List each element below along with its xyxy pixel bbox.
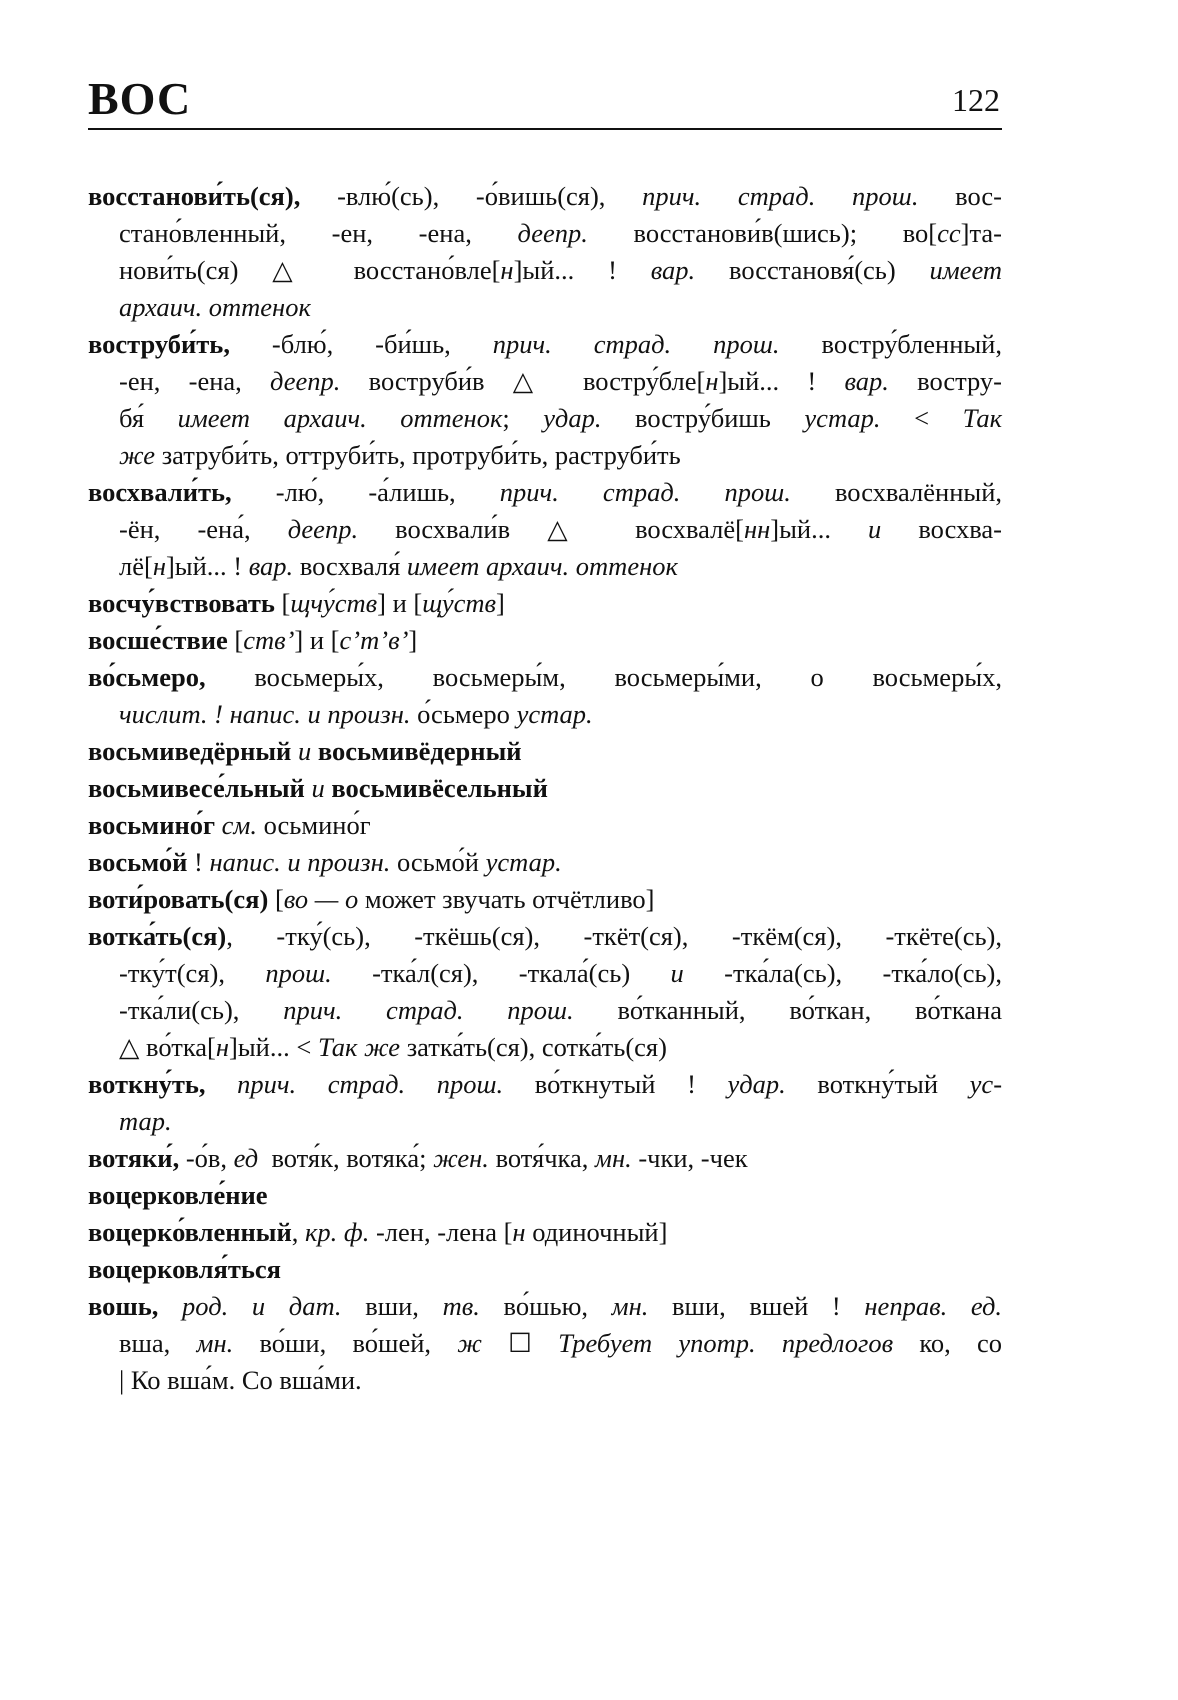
entry-text: ]ый... < [229, 1032, 318, 1062]
headword: воструби́ть, [88, 329, 230, 359]
entry-text: бя́ [119, 403, 178, 433]
grammar-label: удар. [543, 403, 602, 433]
grammar-label: устар. [485, 847, 562, 877]
grammar-label: н [152, 551, 166, 581]
grammar-label: ус- [969, 1069, 1003, 1099]
grammar-label: устар. [804, 403, 881, 433]
dictionary-entry [88, 474, 1002, 585]
entry-text: восстанови́в(шись); во[ [587, 218, 938, 248]
entry-text: осьмино́г [256, 810, 371, 840]
grammar-label: ед [233, 1143, 259, 1173]
entry-text: < [880, 403, 963, 433]
headword: восьмо́й [88, 847, 188, 877]
entry-continuation-line [88, 511, 1002, 548]
grammar-label: Так же [317, 1032, 401, 1062]
entry-text: востру́бленный, [779, 329, 1002, 359]
entry-first-line [88, 1214, 1002, 1251]
grammar-label: и [670, 958, 684, 988]
dictionary-entry [88, 807, 1002, 844]
entry-text: -блю́, -би́шь, [229, 329, 493, 359]
entry-text: восхваля́ [293, 551, 407, 581]
entry-text: вос- [918, 181, 1003, 211]
grammar-label: мн. [611, 1291, 649, 1321]
headword: воцерковле́ние [88, 1180, 268, 1210]
entry-text: , -тку́(сь), -ткёшь(ся), -ткёт(ся), -ткём(ся), -ткёте(сь), [226, 921, 1002, 951]
entry-first-line [88, 1251, 1002, 1288]
headword: воцерко́вленный [88, 1217, 292, 1247]
grammar-label: жен. [433, 1143, 489, 1173]
grammar-label: тар. [119, 1106, 172, 1136]
grammar-label: и [304, 773, 332, 803]
entry-text: восстановя́(сь) [695, 255, 930, 285]
entry-text: ] [408, 625, 418, 655]
entry-first-line [88, 770, 1002, 807]
entry-first-line [88, 474, 1002, 511]
dictionary-entries [88, 178, 1002, 1399]
headword: восьмино́г [88, 810, 216, 840]
entry-first-line [88, 326, 1002, 363]
dictionary-entry [88, 659, 1002, 733]
grammar-label: Требует употр. предлогов [558, 1328, 894, 1358]
grammar-label: и [291, 736, 318, 766]
grammar-label: устар. [516, 699, 593, 729]
grammar-label: деепр. [270, 366, 341, 396]
headword: восше́ствие [88, 625, 228, 655]
entry-first-line [88, 1140, 1002, 1177]
entry-first-line [88, 733, 1002, 770]
grammar-label: архаич. оттенок [119, 292, 311, 322]
grammar-label: н [500, 255, 514, 285]
dictionary-entry [88, 622, 1002, 659]
entry-continuation-line [88, 437, 1002, 474]
entry-text: | Ко вша́м. Со вша́ми. [119, 1365, 362, 1395]
entry-continuation-line [88, 289, 1002, 326]
headword: восьмивёсельный [331, 773, 548, 803]
entry-text: восхвали́в △ восхвалё[ [358, 514, 744, 544]
entry-text: может звучать отчётливо] [358, 884, 655, 914]
dictionary-entry [88, 585, 1002, 622]
entry-first-line [88, 1066, 1002, 1103]
grammar-label: прош. [265, 958, 332, 988]
entry-continuation-line [88, 363, 1002, 400]
headword: восчу́вствовать [88, 588, 275, 618]
entry-text: -тку́т(ся), [119, 958, 266, 988]
page-number: 122 [952, 82, 1000, 118]
entry-text: вотя́чка, [488, 1143, 596, 1173]
entry-text: затруби́ть, оттруби́ть, протруби́ть, раструби́ть [155, 440, 681, 470]
grammar-label: вар. [248, 551, 294, 581]
entry-text: [ [268, 884, 284, 914]
entry-text: ] и [ [377, 588, 423, 618]
grammar-label: н [512, 1217, 526, 1247]
headword: воцерковля́ться [88, 1254, 281, 1284]
entry-text: -тка́ли(сь), [119, 995, 284, 1025]
entry-continuation-line [88, 252, 1002, 289]
grammar-label: деепр. [287, 514, 359, 544]
entry-text: восхвалённый, [790, 477, 1002, 507]
grammar-label: деепр. [517, 218, 588, 248]
grammar-label: Так [962, 403, 1003, 433]
entry-text: ]та- [960, 218, 1002, 248]
grammar-label: род. и дат. [158, 1291, 342, 1321]
entry-text: △ во́тка[ [119, 1032, 216, 1062]
entry-text: ] и [ [294, 625, 340, 655]
dictionary-entry [88, 1177, 1002, 1214]
entry-first-line [88, 1177, 1002, 1214]
entry-text: ]ый... [770, 514, 869, 544]
entry-text: воструби́в △ востру́бле[ [340, 366, 706, 396]
grammar-label: вар. [844, 366, 889, 396]
headword: вотка́ть(ся) [88, 921, 227, 951]
grammar-label: тв. [442, 1291, 480, 1321]
grammar-label: прич. страд. прош. [205, 1069, 504, 1099]
headword: восьмивёдерный [317, 736, 522, 766]
headword: воти́ровать(ся) [88, 884, 269, 914]
entry-continuation-line [88, 400, 1002, 437]
dictionary-entry [88, 178, 1002, 326]
entry-text: ]ый... ! [165, 551, 249, 581]
headword: во́сьмеро, [88, 662, 206, 692]
dictionary-entry [88, 1140, 1002, 1177]
dictionary-entry [88, 918, 1002, 1066]
headword: восьмивесе́льный [88, 773, 305, 803]
entry-text: ☐ [481, 1328, 559, 1358]
entry-text: во́ткнутый ! [503, 1069, 728, 1099]
grammar-label: см. [215, 810, 257, 840]
entry-text: -тка́ла(сь), -тка́ло(сь), [683, 958, 1002, 988]
grammar-label: кр. ф. [305, 1217, 370, 1247]
dictionary-entry [88, 326, 1002, 474]
entry-text: -влю́(сь), -о́вишь(ся), [300, 181, 643, 211]
entry-text: ; [502, 403, 544, 433]
grammar-label: во — о [283, 884, 359, 914]
entry-text: -о́в, [179, 1143, 234, 1173]
entry-first-line [88, 1288, 1002, 1325]
entry-text: стано́вленный, -ен, -ена, [119, 218, 518, 248]
headword: восхвали́ть, [88, 477, 232, 507]
header-rule [88, 128, 1002, 130]
entry-text: во́тканный, во́ткан, во́ткана [573, 995, 1003, 1025]
entry-text: , [291, 1217, 305, 1247]
entry-text: затка́ть(ся), сотка́ть(ся) [400, 1032, 667, 1062]
grammar-label: неправ. ед. [864, 1291, 1002, 1321]
grammar-label: н [705, 366, 719, 396]
entry-text: -ен, -ена, [119, 366, 271, 396]
grammar-label: вар. [650, 255, 696, 285]
entry-text: [ [227, 625, 244, 655]
grammar-label: мн. [595, 1143, 632, 1173]
entry-text: лё[ [119, 551, 153, 581]
entry-first-line [88, 659, 1002, 696]
entry-continuation-line [88, 1325, 1002, 1362]
grammar-label: щу́ств [422, 588, 497, 618]
grammar-label: нн [743, 514, 771, 544]
entry-first-line [88, 622, 1002, 659]
entry-text: востру́бишь [601, 403, 805, 433]
entry-first-line [88, 585, 1002, 622]
entry-continuation-line [88, 1103, 1002, 1140]
dictionary-entry [88, 733, 1002, 770]
headword: восьмиведёрный [88, 736, 292, 766]
entry-text: -чки, -чек [631, 1143, 748, 1173]
entry-text: о́сьмеро [410, 699, 517, 729]
entry-text: воткну́тый [785, 1069, 970, 1099]
entry-text: ! [187, 847, 210, 877]
headword: вошь, [88, 1291, 159, 1321]
dictionary-entry [88, 1288, 1002, 1399]
grammar-label: удар. [727, 1069, 786, 1099]
entry-text: [ [274, 588, 291, 618]
entry-continuation-line [88, 1029, 1002, 1066]
dictionary-entry [88, 1251, 1002, 1288]
grammar-label: прич. страд. прош. [499, 477, 791, 507]
grammar-label: сс [937, 218, 961, 248]
grammar-label: прич. страд. прош. [642, 181, 919, 211]
entry-text: нови́ть(ся) △ восстано́вле[ [119, 255, 501, 285]
entry-text: во́ши, во́шей, [233, 1328, 458, 1358]
entry-text: -ён, -ена́, [119, 514, 288, 544]
entry-text: -тка́л(ся), -ткала́(сь) [331, 958, 671, 988]
dictionary-entry [88, 1214, 1002, 1251]
dictionary-entry [88, 844, 1002, 881]
grammar-label: напис. и произн. [209, 847, 391, 877]
entry-continuation-line [88, 992, 1002, 1029]
entry-text: востру- [888, 366, 1003, 396]
entry-text: вотя́к, вотяка́; [258, 1143, 434, 1173]
entry-continuation-line [88, 548, 1002, 585]
entry-text: осьмо́й [390, 847, 486, 877]
grammar-label: прич. страд. прош. [283, 995, 574, 1025]
guide-word: ВОС [88, 73, 192, 124]
dictionary-entry [88, 1066, 1002, 1140]
grammar-label: и [868, 514, 882, 544]
entry-first-line [88, 918, 1002, 955]
grammar-label: щчу́ств [290, 588, 378, 618]
entry-text: вши, [341, 1291, 443, 1321]
dictionary-entry [88, 881, 1002, 918]
entry-first-line [88, 881, 1002, 918]
entry-text: одиночный] [525, 1217, 668, 1247]
entry-continuation-line [88, 215, 1002, 252]
headword: воткну́ть, [88, 1069, 206, 1099]
grammar-label: ств’ [243, 625, 295, 655]
headword: восстанови́ть(ся), [88, 181, 301, 211]
grammar-label: с’т’в’ [339, 625, 409, 655]
entry-continuation-line [88, 696, 1002, 733]
grammar-label: же [119, 440, 156, 470]
entry-text: ] [496, 588, 505, 618]
entry-text: ко, со [893, 1328, 1002, 1358]
entry-first-line [88, 178, 1002, 215]
entry-text: вши, вшей ! [648, 1291, 865, 1321]
grammar-label: ж [457, 1328, 482, 1358]
dictionary-entry [88, 770, 1002, 807]
entry-text: восьмеры́х, восьмеры́м, восьмеры́ми, о восьмеры́х, [205, 662, 1002, 692]
entry-text: -лю́, -а́лишь, [231, 477, 500, 507]
grammar-label: имеет [929, 255, 1002, 285]
entry-text: ]ый... ! [513, 255, 651, 285]
grammar-label: имеет архаич. оттенок [406, 551, 678, 581]
entry-text: восхва- [881, 514, 1003, 544]
entry-continuation-line [88, 955, 1002, 992]
grammar-label: мн. [196, 1328, 234, 1358]
headword: вотяки́, [88, 1143, 180, 1173]
grammar-label: прич. страд. прош. [492, 329, 780, 359]
entry-first-line [88, 844, 1002, 881]
entry-text: -лен, -лена [ [369, 1217, 513, 1247]
grammar-label: числит. ! напис. и произн. [119, 699, 411, 729]
entry-continuation-line [88, 1362, 1002, 1399]
grammar-label: н [215, 1032, 230, 1062]
entry-first-line [88, 807, 1002, 844]
grammar-label: имеет архаич. оттенок [177, 403, 503, 433]
entry-text: во́шью, [479, 1291, 612, 1321]
entry-text: ]ый... ! [718, 366, 845, 396]
entry-text: вша, [119, 1328, 197, 1358]
